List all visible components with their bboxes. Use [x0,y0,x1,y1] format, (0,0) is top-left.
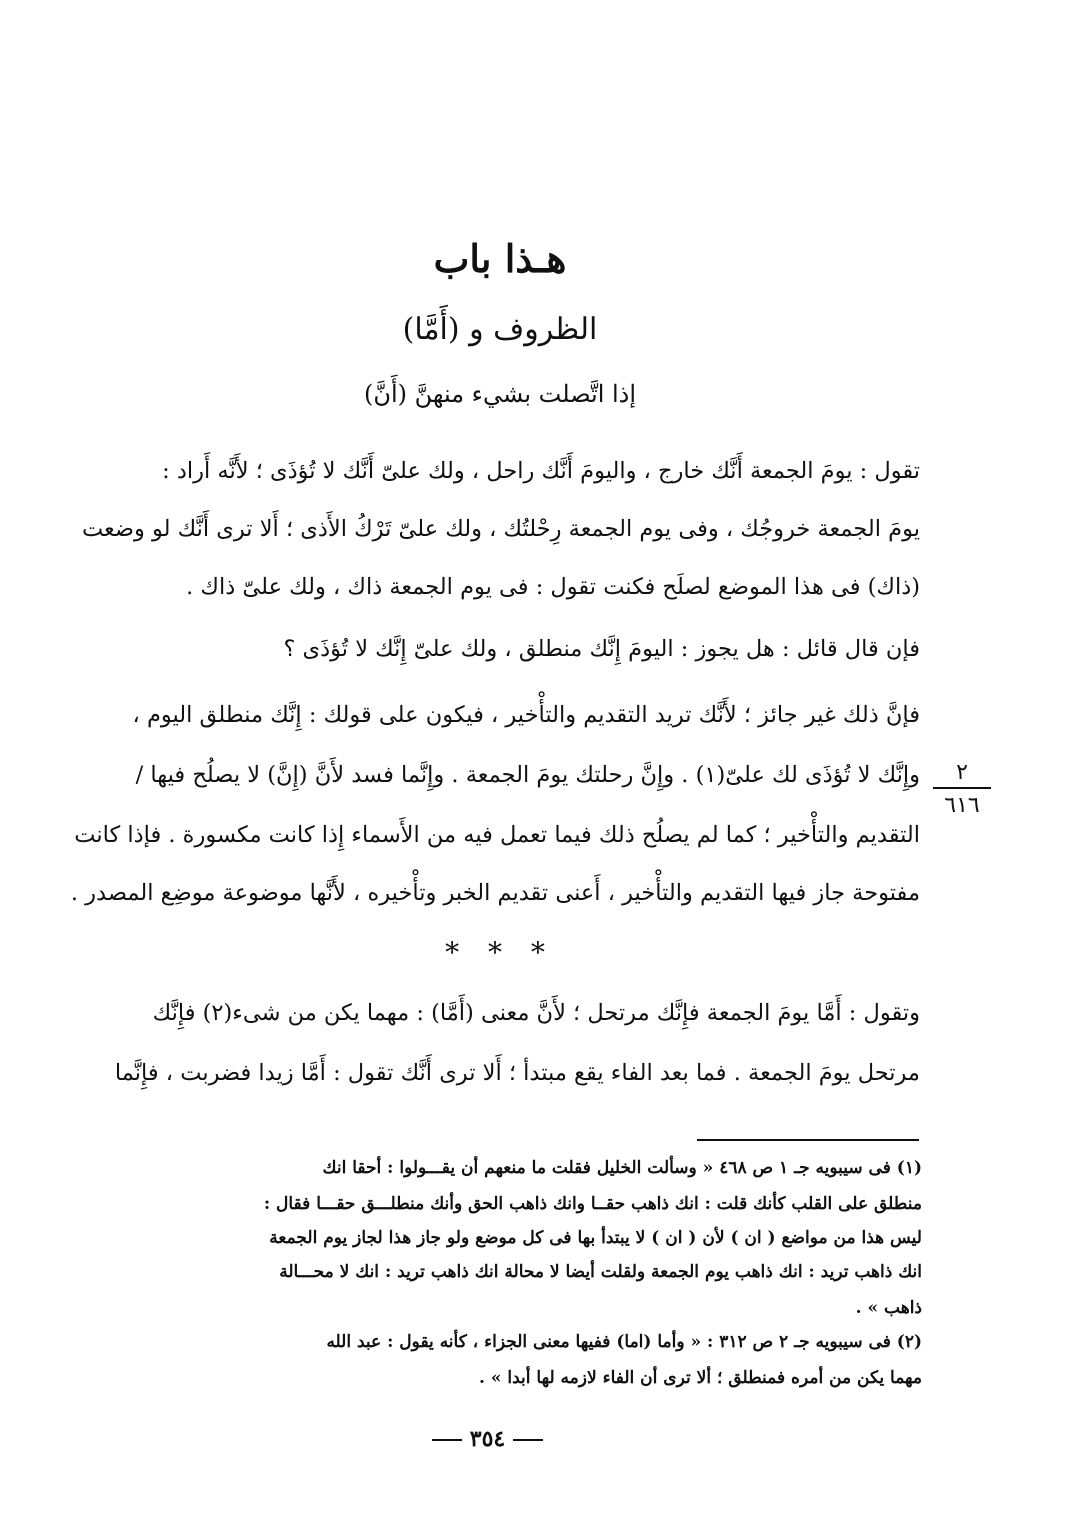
body-line: مرتحل يومَ الجمعة . فما بعد الفاء يقع مبتدأ ؛ أَلا ترى أَنَّك تقول : أَمَّا زيدا فضربت ، فإِنَّما [114,1060,920,1086]
page-number-value: ٣٥٤ [469,1426,506,1452]
body-line: يومَ الجمعة خروجُك ، وفى يوم الجمعة رِحْلتُك ، ولك علىّ تَرْكُ الأَذى ؛ أَلا ترى أَنَّك لو وضعت [81,516,920,542]
margin-reference-volume: ٢ [933,760,991,789]
chapter-title: هـذا باب [433,236,567,281]
body-line: مفتوحة جاز فيها التقديم والتأْخير ، أَعنى تقديم الخبر وتأْخيره ، لأَنَّها موضوعة موضِع المصدر . [70,880,920,906]
body-line: (ذاك) فى هذا الموضع لصلَح فكنت تقول : فى يوم الجمعة ذاك ، ولك علىّ ذاك . [186,574,920,600]
body-line: التقديم والتأْخير ؛ كما لم يصلُح ذلك فيما تعمل فيه من الأَسماء إِذا كانت مكسورة . فإذا كانت [74,822,920,848]
body-line: فإن قال قائل : هل يجوز : اليومَ إِنَّك منطلق ، ولك علىّ إِنَّك لا تُؤذَى ؟ [283,636,920,662]
chapter-subtitle-condition: إذا اتَّصلت بشيء منهنَّ (أَنَّ) [363,380,637,408]
footnote-line: (٢) فى سيبويه جـ ٢ ص ٣١٢ : « وأما (اما) ففيها معنى الجزاء ، كأنه يقول : عبد الله [326,1332,922,1352]
footnote-separator [697,1139,919,1141]
body-line: فإنَّ ذلك غير جائز ؛ لأَنَّك تريد التقديم والتأْخير ، فيكون على قولك : إِنَّك منطلق اليوم ، [132,702,920,728]
page-number [0,1426,975,1452]
footnote-line: انك ذاهب تريد : انك ذاهب يوم الجمعة ولقلت أيضا لا محالة انك ذاهب تريد : انك لا محـــالة [279,1262,922,1282]
footnote-line: مهما يكن من أمره فمنطلق ؛ ألا ترى أن الفاء لازمه لها أبدا » . [479,1368,922,1388]
margin-reference-page: ٦١٦ [944,793,980,818]
body-line: تقول : يومَ الجمعة أَنَّك خارج ، واليومَ أَنَّك راحل ، ولك علىّ أَنَّك لا تُؤذَى ؛ لأَنَّه أَراد : [162,458,920,484]
section-separator: * * * [445,936,555,969]
chapter-subtitle: الظروف و (أَمَّا) [402,312,598,347]
body-line: وتقول : أَمَّا يومَ الجمعة فإِنَّك مرتحل ؛ لأَنَّ معنى (أَمَّا) : مهما يكن من شىء(٢) فإِنَّك [152,1000,920,1026]
page-number-dash [513,1439,543,1441]
page-number-dash [432,1439,462,1441]
footnote-line: ذاهب » . [855,1298,922,1318]
body-line: وإِنَّك لا تُؤذَى لك علىّ(١) . وإِنَّ رحلتك يومَ الجمعة . وإِنَّما فسد لأَنَّ (إِنَّ) لا يصلُح فيها / [135,762,920,788]
footnote-line: ليس هذا من مواضع ( ان ) لأن ( ان ) لا يبتدأ بها فى كل موضع ولو جاز هذا لجاز يوم الجمعة [269,1228,922,1248]
margin-reference [933,760,991,818]
footnote-line: (١) فى سيبويه جـ ١ ص ٤٦٨ « وسألت الخليل فقلت ما منعهم أن يقـــولوا : أحقا انك [322,1158,922,1178]
footnote-line: منطلق على القلب كأنك قلت : انك ذاهب حقــا وانك ذاهب الحق وأنك منطلـــق حقـــا فقال : [263,1194,922,1214]
